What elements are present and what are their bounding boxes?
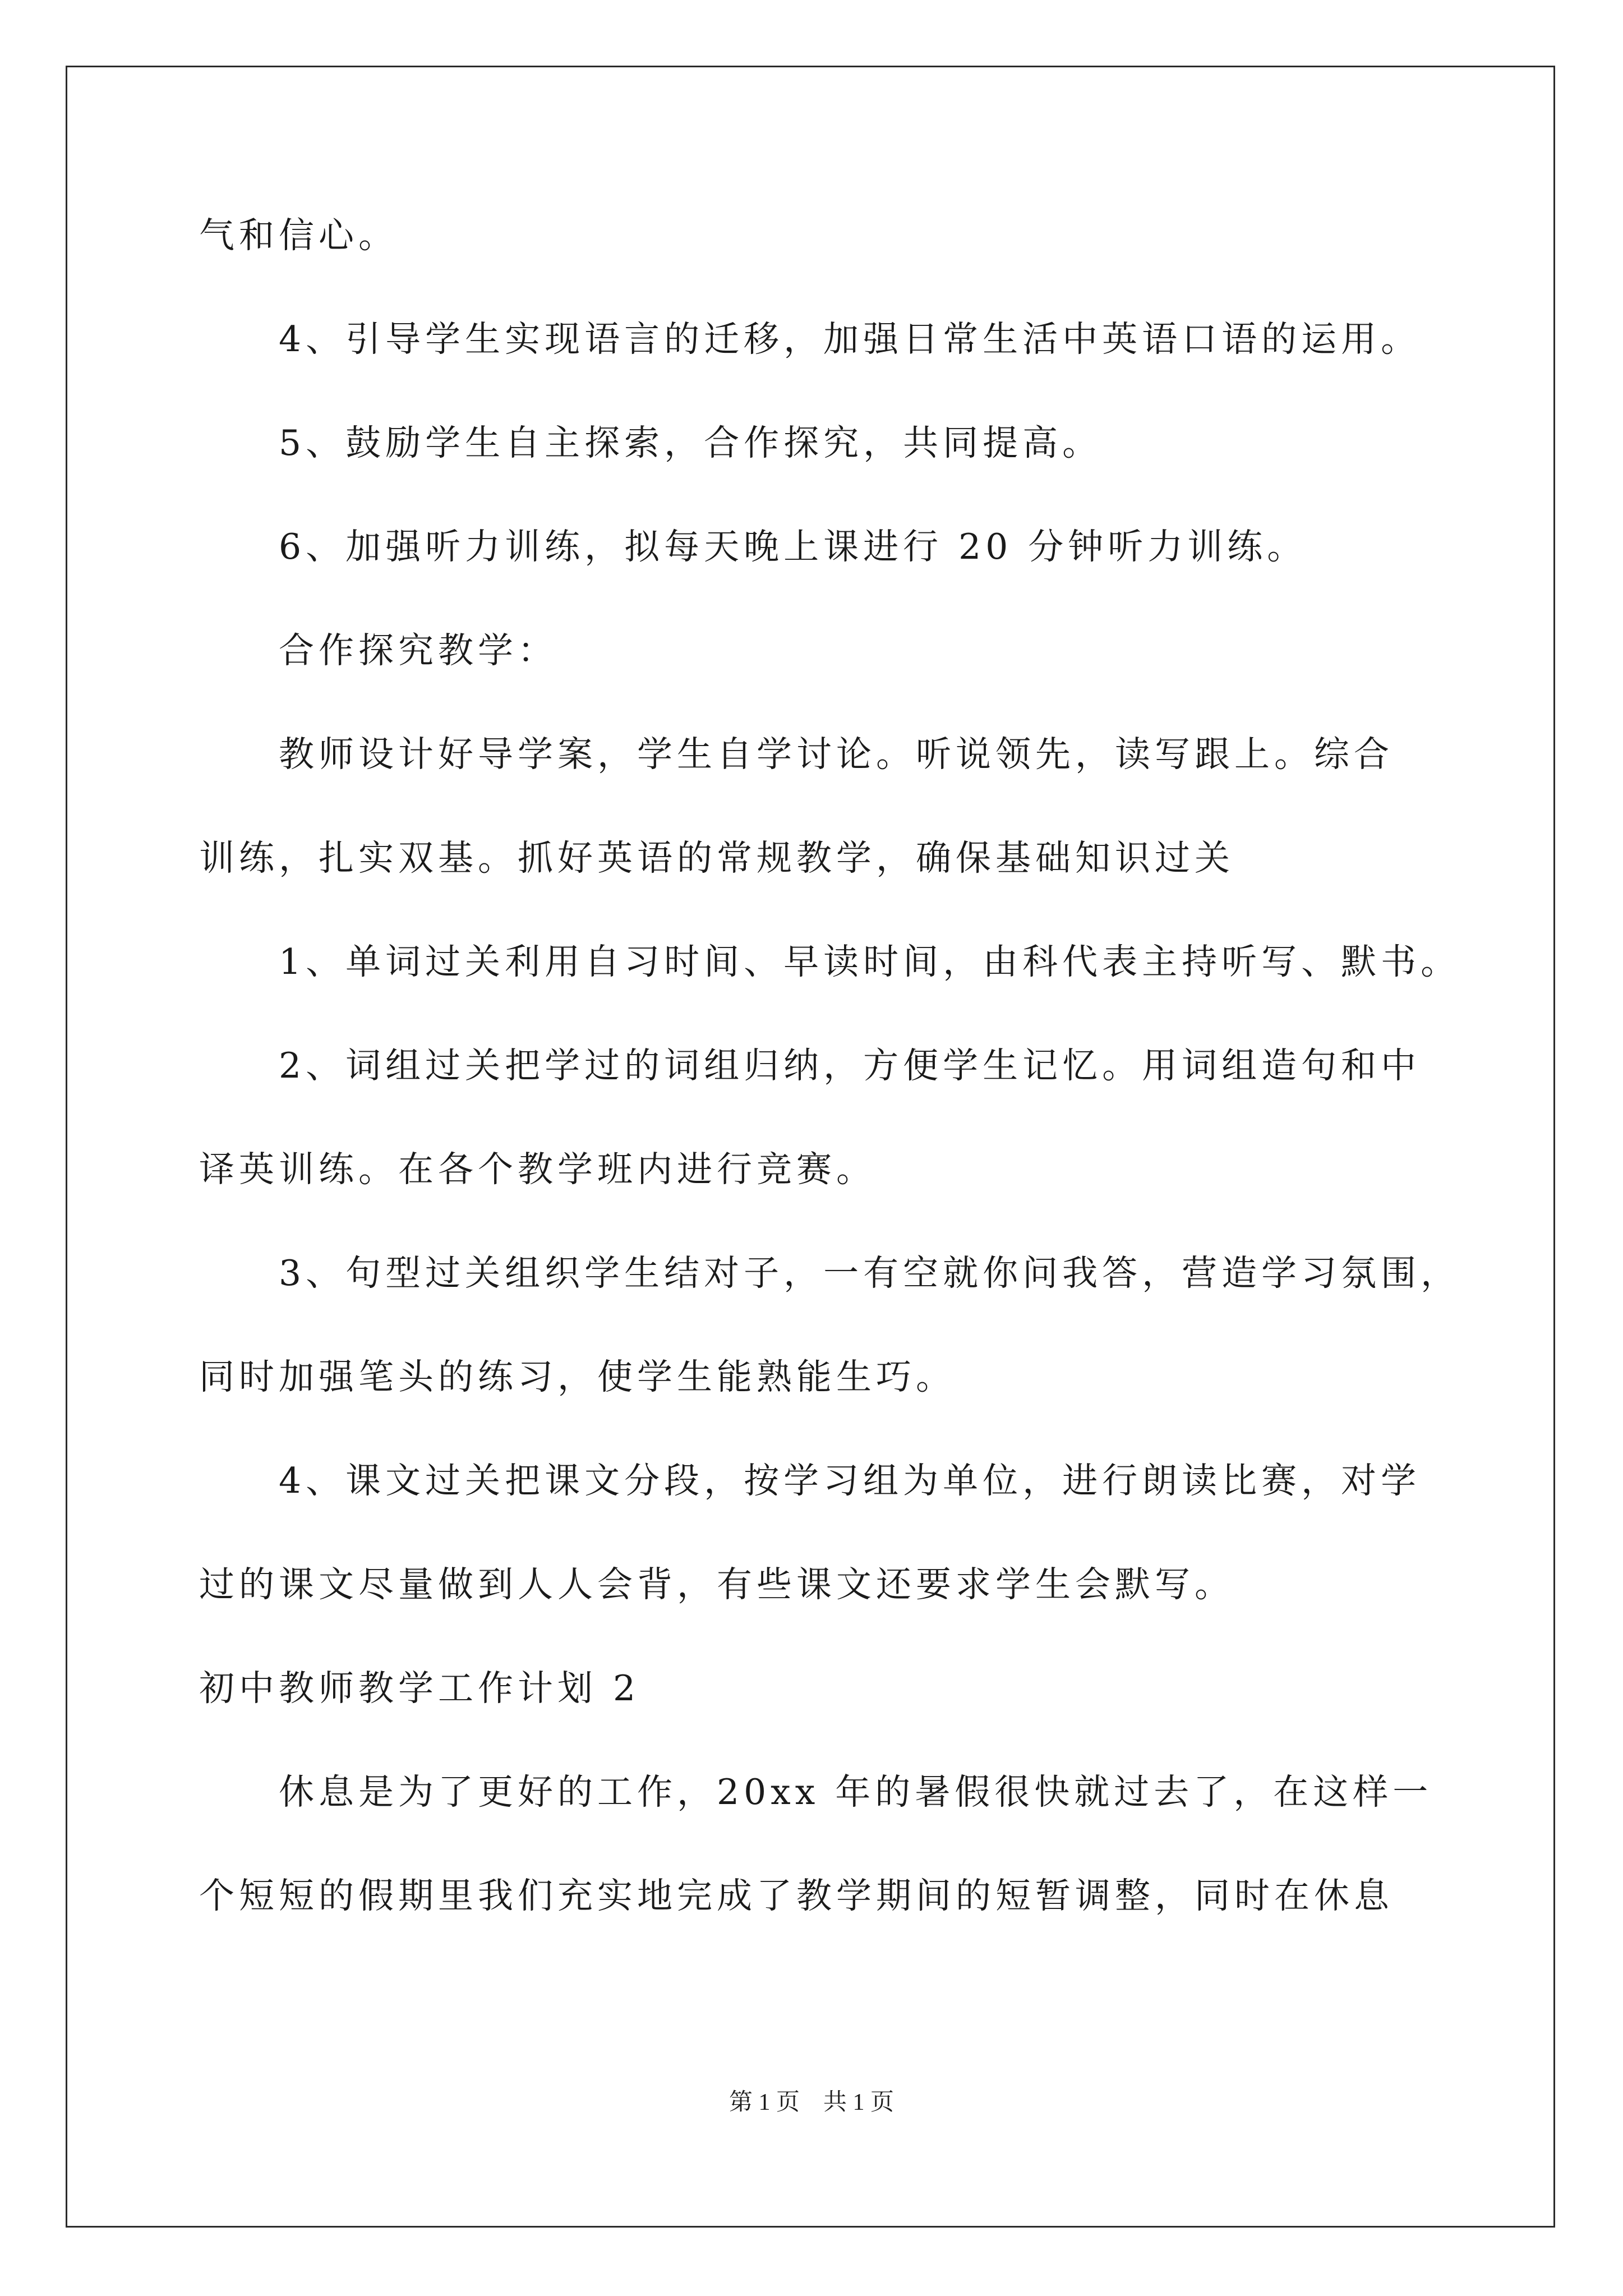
text-line-14: 过的课文尽量做到人人会背，有些课文还要求学生会默写。 bbox=[199, 1564, 1234, 1605]
text-line-4: 6、加强听力训练，拟每天晚上课进行 20 分钟听力训练。 bbox=[279, 526, 1307, 567]
text-line-13: 4、课文过关把课文分段，按学习组为单位，进行朗读比赛，对学 bbox=[279, 1460, 1421, 1501]
text-line-11: 3、句型过关组织学生结对子，一有空就你问我答，营造学习氛围， bbox=[279, 1253, 1461, 1294]
text-line-1: 气和信心。 bbox=[199, 215, 398, 256]
text-line-8: 1、单词过关利用自习时间、早读时间，由科代表主持听写、默书。 bbox=[279, 941, 1461, 982]
text-line-6: 教师设计好导学案，学生自学讨论。听说领先，读写跟上。综合 bbox=[279, 734, 1394, 775]
section-title: 初中教师教学工作计划 2 bbox=[199, 1668, 640, 1709]
text-line-3: 5、鼓励学生自主探索，合作探究，共同提高。 bbox=[279, 422, 1103, 463]
text-line-7: 训练，扎实双基。抓好英语的常规教学，确保基础知识过关 bbox=[199, 838, 1234, 878]
text-line-10: 译英训练。在各个教学班内进行竞赛。 bbox=[199, 1149, 876, 1190]
text-line-16: 休息是为了更好的工作，20xx 年的暑假很快就过去了，在这样一 bbox=[279, 1772, 1433, 1812]
text-line-9: 2、词组过关把学过的词组归纳，方便学生记忆。用词组造句和中 bbox=[279, 1045, 1421, 1086]
page-number-footer: 第 1 页 共 1 页 bbox=[728, 2090, 894, 2115]
text-line-12: 同时加强笔头的练习，使学生能熟能生巧。 bbox=[199, 1356, 956, 1397]
text-line-17: 个短短的假期里我们充实地完成了教学期间的短暂调整，同时在休息 bbox=[199, 1875, 1394, 1916]
text-line-2: 4、引导学生实现语言的迁移，加强日常生活中英语口语的运用。 bbox=[279, 319, 1421, 360]
section-subheading: 合作探究教学： bbox=[279, 630, 557, 671]
